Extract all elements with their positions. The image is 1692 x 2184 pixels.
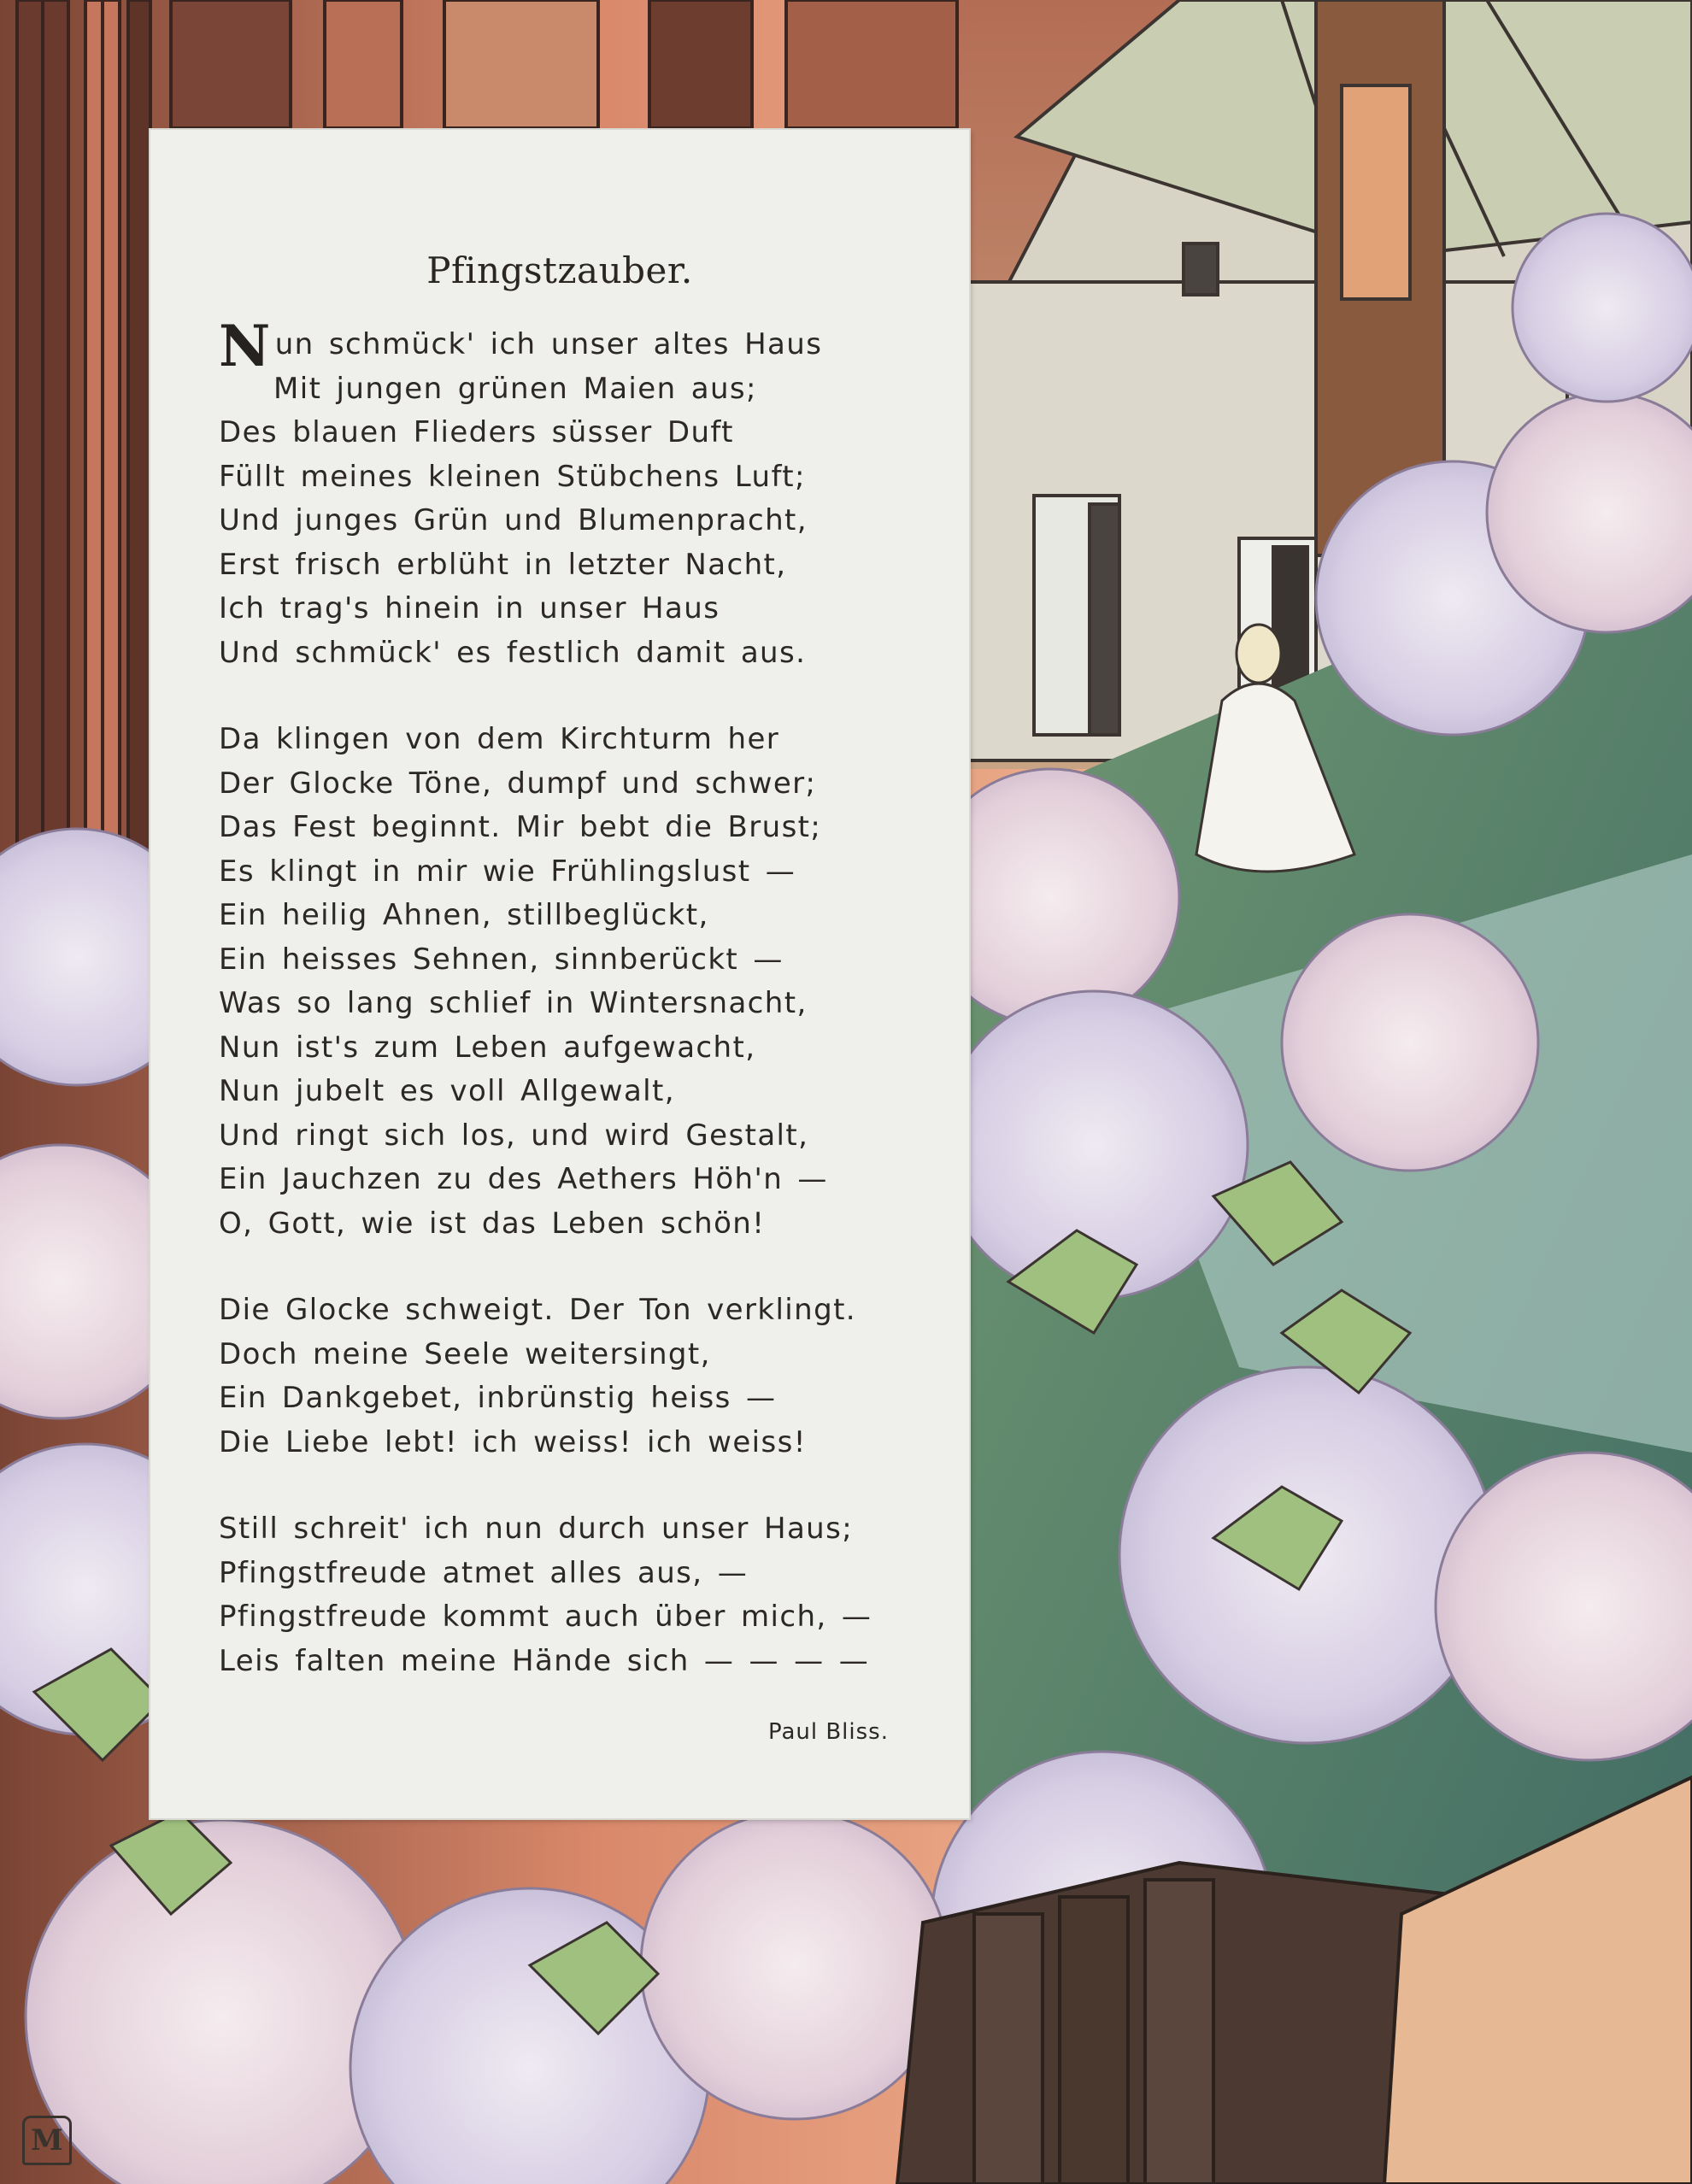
stanza-1 [219,313,919,675]
poem-line: Pfingstfreude atmet alles aus, — [219,1555,749,1590]
poem-line: Ein Jauchzen zu des Aethers Höh'n — [219,1162,828,1196]
poem-line: O, Gott, wie ist das Leben schön! [219,1206,766,1241]
poem-body [219,313,919,1726]
poem-line: Es klingt in mir wie Frühlingslust — [219,854,796,889]
poem-line: Der Glocke Töne, dumpf und schwer; [219,766,817,801]
poem-line: Still schreit' ich nun durch unser Haus; [219,1512,854,1546]
poem-line: Erst frisch erblüht in letzter Nacht, [219,547,787,582]
poem-line: Ein heilig Ahnen, stillbeglückt, [219,898,709,932]
poem-line: Mit jungen grünen Maien aus; [273,371,757,406]
poem-line: Doch meine Seele weitersingt, [219,1336,711,1371]
stanza-3 [219,1289,919,1465]
poem-line: Was so lang schlief in Wintersnacht, [219,986,808,1020]
poem-line: Und schmück' es festlich damit aus. [219,635,807,670]
first-line-text: un schmück' ich unser altes Haus [274,327,823,361]
poem-line: Nun jubelt es voll Allgewalt, [219,1074,675,1108]
poem-line: Die Glocke schweigt. Der Ton verklingt. [219,1293,857,1327]
poem-line: Und junges Grün und Blumenpracht, [219,503,808,537]
poem-panel [150,130,969,1818]
poem-line: Das Fest beginnt. Mir bebt die Brust; [219,810,822,844]
poem-line: Da klingen von dem Kirchturm her [219,722,780,756]
tree-trunks-top [171,0,957,128]
poem-title: Pfingstzauber. [426,250,693,291]
poem-line: Die Liebe lebt! ich weiss! ich weiss! [219,1424,807,1459]
poem-line: Und ringt sich los, und wird Gestalt, [219,1118,809,1153]
poem-line: Pfingstfreude kommt auch über mich, — [219,1600,872,1634]
drop-cap: N [219,313,272,379]
poem-line: Des blauen Flieders süsser Duft [219,415,734,449]
poem-line [219,313,919,379]
stanza-2 [219,718,919,1246]
author-signature: Paul Bliss. [767,1719,889,1745]
poem-line: Ein Dankgebet, inbrünstig heiss — [219,1381,777,1415]
stanza-4 [219,1507,919,1683]
poem-line: Ein heisses Sehnen, sinnberückt — [219,942,784,977]
poem-line: Ich trag's hinein in unser Haus [219,591,720,625]
poem-line: Füllt meines kleinen Stübchens Luft; [219,459,806,494]
poem-line: Leis falten meine Hände sich — — — — [219,1643,870,1678]
artist-monogram: M [22,2116,72,2165]
poem-line: Nun ist's zum Leben aufgewacht, [219,1030,756,1065]
